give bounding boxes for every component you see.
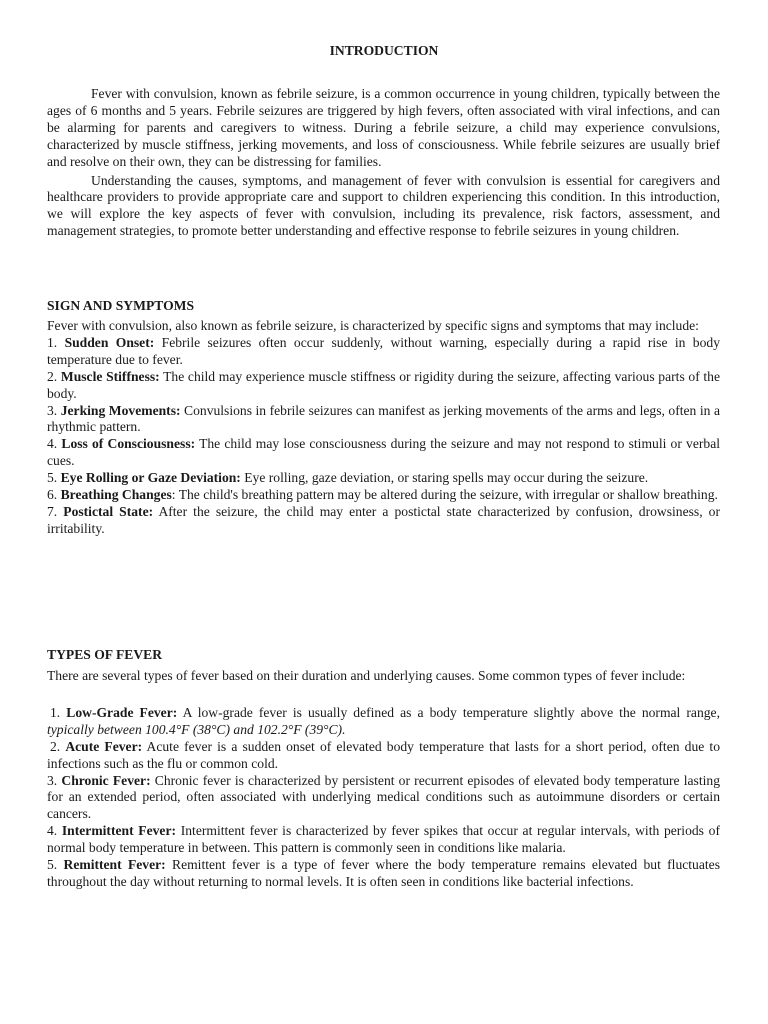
- type-item-italic-range: typically between 100.4°F (38°C) and 102.2°F (39°C).: [47, 721, 346, 737]
- sign-item-term: Eye Rolling or Gaze Deviation:: [60, 470, 241, 486]
- type-item-term: Acute Fever:: [65, 738, 143, 754]
- sign-item-number: 3.: [47, 402, 58, 418]
- sign-item-term: Loss of Consciousness:: [61, 436, 196, 452]
- type-item-text: Remittent fever is a type of fever where the body temperature remains elevated but fluctuates throughout the day without returning to normal levels. It is often seen in conditions like bacterial infections.: [47, 857, 720, 889]
- sign-item: [47, 369, 720, 403]
- type-item-term: Chronic Fever:: [61, 772, 151, 788]
- sign-item-text: After the seizure, the child may enter a postictal state characterized by confusion, drowsiness, or irritability.: [47, 503, 720, 536]
- type-item-number: 3.: [47, 772, 58, 788]
- sign-item-number: 4.: [47, 436, 58, 452]
- type-item-number: 1.: [50, 704, 61, 720]
- type-item-text: A low-grade fever is usually defined as a body temperature slightly above the normal range,: [182, 704, 720, 720]
- sign-item-text: Eye rolling, gaze deviation, or staring spells may occur during the seizure.: [244, 470, 649, 486]
- type-item-text: Chronic fever is characterized by persistent or recurrent episodes of elevated body temperature lasting for an extended period, often associated with underlying medical conditions such as autoimmune disorders or certain cancers.: [47, 772, 720, 822]
- type-item-term: Low-Grade Fever:: [66, 704, 178, 720]
- types-intro: There are several types of fever based on their duration and underlying causes. Some common types of fever include:: [47, 668, 686, 683]
- introduction-title: INTRODUCTION: [329, 43, 439, 58]
- sign-item-number: 1.: [47, 334, 58, 350]
- type-item: [47, 739, 720, 773]
- signs-body: [47, 318, 720, 538]
- type-item-text: Intermittent fever is characterized by fever spikes that occur at regular intervals, with periods of normal body temperature in between. This pattern is commonly seen in conditions like malaria.: [47, 823, 720, 856]
- sign-item-term: Sudden Onset:: [64, 334, 155, 350]
- sign-item-text: The child may lose consciousness during the seizure and may not respond to stimuli or verbal cues.: [47, 436, 721, 469]
- types-body: [47, 668, 720, 891]
- sign-item: [47, 436, 720, 470]
- sign-item-text: Febrile seizures often occur suddenly, without warning, especially during a rapid rise in body temperature due to fever.: [47, 334, 720, 367]
- introduction-paragraph-1: Fever with convulsion, known as febrile seizure, is a common occurrence in young children, typically between the ages of 6 months and 5 years. Febrile seizures are triggered by high fevers, often associated with viral infections, and can be alarming for parents and caregivers to witness. During a febrile seizure, a child may experience convulsions, characterized by muscle stiffness, jerking movements, and loss of consciousness. While febrile seizures are usually brief and resolve on their own, they can be distressing for families.: [47, 86, 720, 169]
- sign-item-term: Breathing Changes: [60, 487, 172, 503]
- sign-item-number: 5.: [47, 470, 58, 486]
- type-item-text: Acute fever is a sudden onset of elevated body temperature that lasts for a short period, often due to infections such as the flu or common cold.: [47, 738, 720, 771]
- sign-item-number: 6.: [47, 487, 58, 503]
- sign-item: [47, 335, 720, 369]
- sign-item-number: 2.: [47, 368, 58, 384]
- types-heading: TYPES OF FEVER: [47, 647, 163, 662]
- introduction-paragraph-2: Understanding the causes, symptoms, and management of fever with convulsion is essential for caregivers and healthcare providers to provide appropriate care and support to children experiencing this condition. In this introduction, we will explore the key aspects of fever with convulsion, including its prevalence, risk factors, assessment, and management strategies, to promote better understanding and effective response to febrile seizures in young children.: [47, 172, 720, 239]
- type-item: [47, 773, 720, 824]
- sign-item: [47, 504, 720, 538]
- type-item-number: 4.: [47, 823, 58, 839]
- sign-item-term: Jerking Movements:: [60, 402, 181, 418]
- type-item: [47, 823, 720, 857]
- sign-item: [47, 403, 720, 437]
- type-item: [47, 857, 720, 891]
- sign-item: [47, 487, 720, 504]
- sign-item: [47, 470, 720, 487]
- sign-item-text: Convulsions in febrile seizures can manifest as jerking movements of the arms and legs, often in a rhythmic pattern.: [47, 402, 720, 435]
- sign-item-number: 7.: [47, 503, 58, 519]
- sign-item-term: Muscle Stiffness:: [60, 368, 160, 384]
- type-item-number: 2.: [50, 738, 61, 754]
- introduction-body: [47, 86, 720, 242]
- type-item-term: Intermittent Fever:: [61, 823, 177, 839]
- sign-item-text: : The child's breathing pattern may be altered during the seizure, with irregular or shallow breathing.: [171, 487, 718, 503]
- sign-item-term: Postictal State:: [63, 503, 154, 519]
- signs-heading: SIGN AND SYMPTOMS: [47, 298, 195, 313]
- signs-intro: Fever with convulsion, also known as febrile seizure, is characterized by specific signs and symptoms that may include:: [47, 318, 699, 333]
- type-item: [47, 705, 720, 739]
- sign-item-text: The child may experience muscle stiffness or rigidity during the seizure, affecting various parts of the body.: [47, 368, 720, 401]
- type-item-number: 5.: [47, 857, 58, 873]
- type-item-term: Remittent Fever:: [63, 857, 166, 873]
